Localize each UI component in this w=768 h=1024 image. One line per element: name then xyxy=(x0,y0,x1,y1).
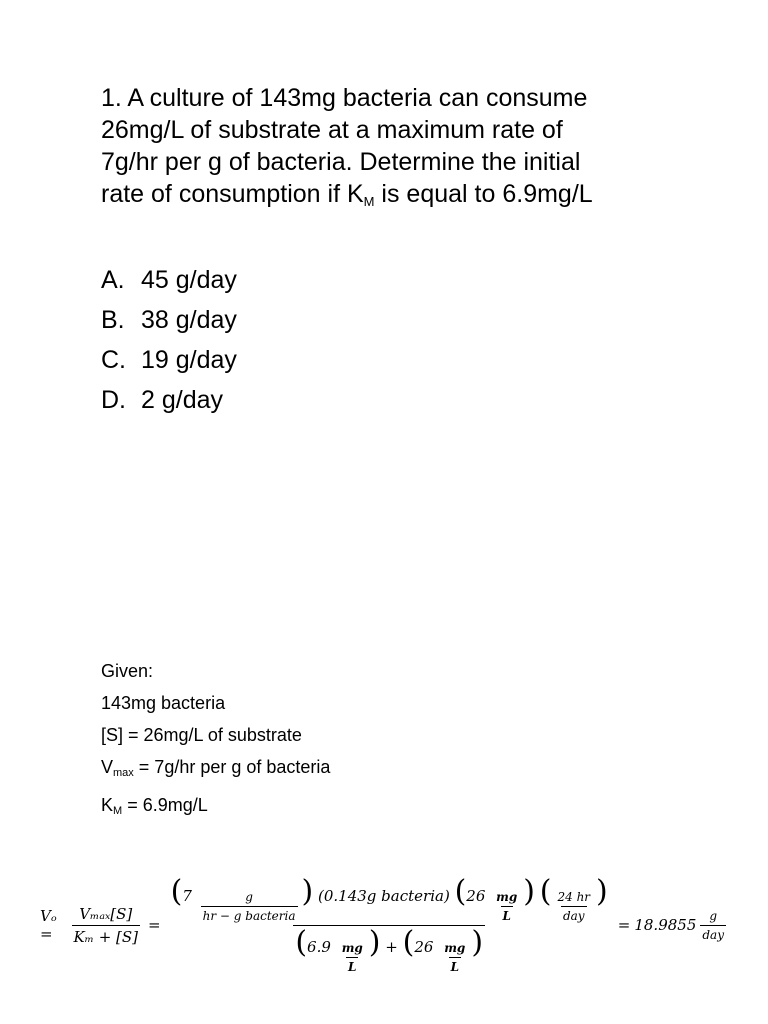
conc-unit xyxy=(494,890,519,923)
km-coefficient: 6.9 xyxy=(307,937,331,956)
rate-unit xyxy=(201,890,298,923)
result-equals-sign: = xyxy=(617,916,631,934)
option-letter: A. xyxy=(101,266,125,294)
result-unit xyxy=(700,909,726,942)
question-line: 1. A culture of 143mg bacteria can consume xyxy=(101,84,588,112)
answer-options xyxy=(101,260,237,420)
km-subscript: M xyxy=(113,805,123,817)
s-unit-num: mg xyxy=(444,940,466,955)
vmax-label: V xyxy=(101,757,114,777)
conc-unit-den: L xyxy=(501,906,513,923)
equals-sign: = xyxy=(148,916,161,934)
option-letter: C. xyxy=(101,346,126,374)
vmax-subscript: max xyxy=(113,767,134,779)
bacteria-mass: (0.143g bacteria) xyxy=(318,886,450,905)
time-den: day xyxy=(561,906,587,923)
equation-lhs: Vₒ = xyxy=(40,907,57,943)
s-coefficient: 26 xyxy=(414,937,434,956)
option-letter: D. xyxy=(101,386,126,414)
rate-coefficient: 7 xyxy=(182,886,192,905)
conc-coefficient: 26 xyxy=(466,886,486,905)
fraction-numerator: Vₘₐₓ[S] xyxy=(79,904,133,923)
given-section xyxy=(101,655,330,827)
given-bacteria: 143mg bacteria xyxy=(101,693,226,713)
km-subscript: M xyxy=(363,194,375,209)
substituted-fraction xyxy=(169,873,610,974)
time-conversion xyxy=(555,890,592,923)
substituted-denominator: (6.9 $\frac{mg}{L}$ ) + (26 $\frac{mg}{L}$ ) xyxy=(295,924,484,974)
rate-unit-den: hr − g bacteria xyxy=(201,906,298,923)
vmax-value: = 7g/hr per g of bacteria xyxy=(133,757,331,777)
s-unit-den: L xyxy=(449,957,461,974)
option-c xyxy=(101,340,237,380)
conc-unit-num: mg xyxy=(496,889,518,904)
option-text: 2 g/day xyxy=(141,386,224,414)
result-unit-den: day xyxy=(700,925,726,942)
substituted-numerator: (7 $\frac{g}{\text{hr − g bacteria}}$ ) (0.143g bacteria) (26 $\frac{mg}{L}$ ) ( $\frac{24 hr}{\text{day}}$ ) xyxy=(170,873,608,923)
option-text: 19 g/day xyxy=(141,346,237,374)
result-value: 18.9855 xyxy=(634,916,697,934)
given-heading: Given: xyxy=(101,661,154,681)
option-b xyxy=(101,300,237,340)
given-km xyxy=(101,789,330,827)
option-text: 38 g/day xyxy=(141,306,237,334)
km-unit-den: L xyxy=(346,957,358,974)
question-text-part: is equal to 6.9mg/L xyxy=(374,180,593,208)
solution-equation xyxy=(40,873,730,974)
given-vmax xyxy=(101,751,330,789)
plus-sign: + xyxy=(385,937,398,956)
time-num: 24 hr xyxy=(557,889,591,904)
question-line: 26mg/L of substrate at a maximum rate of xyxy=(101,116,563,144)
option-text: 45 g/day xyxy=(141,266,237,294)
km-unit xyxy=(340,941,365,974)
question-text-part: rate of consumption if K xyxy=(101,180,364,208)
fraction-denominator: Kₘ + [S] xyxy=(72,925,141,946)
question-line xyxy=(101,178,701,218)
option-d xyxy=(101,380,237,420)
km-unit-num: mg xyxy=(341,940,363,955)
option-letter: B. xyxy=(101,306,125,334)
km-value: = 6.9mg/L xyxy=(122,795,208,815)
michaelis-menten-fraction xyxy=(72,905,141,946)
rate-unit-num: g xyxy=(245,889,253,904)
result-unit-num: g xyxy=(709,908,718,923)
s-unit xyxy=(442,941,467,974)
option-a xyxy=(101,260,237,300)
question-text xyxy=(101,82,701,218)
question-line: 7g/hr per g of bacteria. Determine the initial xyxy=(101,148,581,176)
given-substrate: [S] = 26mg/L of substrate xyxy=(101,725,302,745)
km-label: K xyxy=(101,795,114,815)
